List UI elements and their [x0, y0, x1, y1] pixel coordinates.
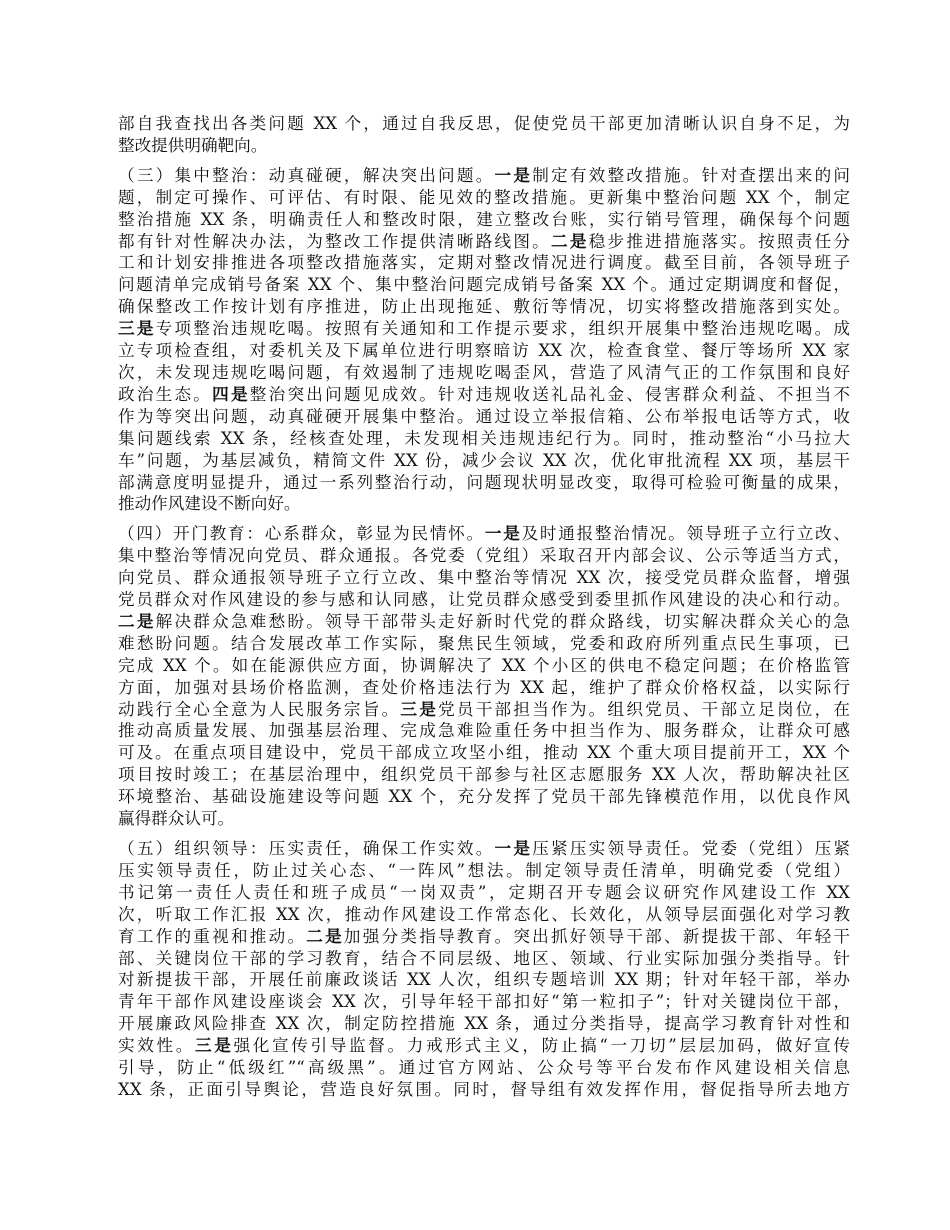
text-line — [118, 926, 850, 948]
text-run: 党员干部担当作为。组织党员、干部立足岗位，在 — [438, 699, 850, 719]
text-run: 赢得群众认可。 — [118, 809, 235, 829]
text-line — [118, 786, 850, 808]
text-line — [118, 493, 850, 515]
text-line — [118, 991, 850, 1013]
text-line — [118, 384, 850, 406]
text-line — [118, 904, 850, 926]
text-line — [118, 209, 850, 231]
text-run: 作为等突出问题，动真碰硬开展集中整治。通过设立举报信箱、公布举报电话等方式，收 — [118, 406, 850, 426]
text-run: 次，未发现违规吃喝问题，有效遏制了违规吃喝歪风，营造了风清气正的工作氛围和良好 — [118, 362, 850, 382]
text-run: XX 条，正面引导舆论，营造良好氛围。同时，督导组有效发挥作用，督促指导所去地方 — [118, 1079, 850, 1099]
text-run: 对新提拔干部，开展任前廉政谈话 XX 人次，组织专题培训 XX 期；针对年轻干部，举办 — [118, 970, 850, 990]
paragraph — [118, 523, 850, 830]
text-line — [118, 318, 850, 340]
text-run: 开展廉政风险排查 XX 次，制定防控措施 XX 条，通过分类指导，提高学习教育针对性和 — [118, 1014, 850, 1034]
text-run: 压紧压实领导责任。党委（党组）压紧 — [532, 839, 850, 858]
text-run: 强化宣传引导监督。力戒形式主义，防止搞“一刀切”层层加码，做好宣传 — [233, 1036, 850, 1056]
text-line — [118, 589, 850, 611]
text-line — [118, 296, 850, 318]
text-run: 压实领导责任，防止过关心态、“一阵风”想法。制定领导责任清单，明确党委（党组） — [118, 860, 850, 880]
text-line — [118, 274, 850, 296]
text-run: 部、关键岗位干部的学习教育，结合不同层级、地区、领域、行业实际加强分类指导。针 — [118, 948, 850, 968]
text-line — [118, 1013, 850, 1035]
text-line — [118, 545, 850, 567]
text-run: 加强分类指导教育。突出抓好领导干部、新提拔干部、年轻干 — [343, 926, 850, 946]
text-line — [118, 677, 850, 699]
text-line — [118, 523, 850, 545]
text-run: 育工作的重视和推动。 — [118, 926, 307, 946]
text-line — [118, 567, 850, 589]
text-line — [118, 764, 850, 786]
text-line — [118, 699, 850, 721]
bold-lead-phrase: 三是 — [118, 319, 156, 339]
document-body — [118, 113, 850, 1109]
text-run: 方面，加强对县场价格监测，查处价格违法行为 XX 起，维护了群众价格权益，以实际行 — [118, 677, 850, 697]
bold-lead-phrase: 三是 — [400, 699, 439, 719]
bold-lead-phrase: 三是 — [195, 1036, 234, 1056]
text-run: 难愁盼问题。结合发展改革工作实际，聚焦民生领域，党委和政府所列重点民生事项，已 — [118, 633, 850, 653]
text-run: 向党员、群众通报领导班子立行立改、集中整治等情况 XX 次，接受党员群众监督，增强 — [118, 568, 850, 588]
text-line — [118, 838, 850, 860]
text-line — [118, 611, 850, 633]
text-run: 集问题线索 XX 条，经核查处理，未发现相关违规违纪行为。同时，推动整治“小马拉大 — [118, 428, 850, 448]
text-line — [118, 472, 850, 494]
text-line — [118, 1035, 850, 1057]
text-run: 立专项检查组，对委机关及下属单位进行明察暗访 XX 次，检查食堂、餐厅等场所 XX 家 — [118, 341, 850, 361]
text-line — [118, 1079, 850, 1101]
text-run: 环境整治、基础设施建设等问题 XX 个，充分发挥了党员干部先锋模范作用，以优良作风 — [118, 787, 850, 807]
bold-lead-phrase: 二是 — [306, 926, 344, 946]
text-run: 解决群众急难愁盼。领导干部带头走好新时代党的群众路线，切实解决群众关心的急 — [155, 611, 850, 631]
text-line — [118, 340, 850, 362]
text-run: 制定有效整改措施。针对查摆出来的问 — [532, 165, 850, 185]
bold-lead-phrase: 一是 — [484, 524, 522, 544]
text-run: 党员群众对作风建设的参与感和认同感，让党员群众感受到委里抓作风建设的决心和行动。 — [118, 590, 850, 610]
text-run: （三）集中整治：动真碰硬，解决突出问题。 — [118, 165, 495, 185]
text-line — [118, 720, 850, 742]
text-line — [118, 860, 850, 882]
text-run: 都有针对性解决办法，为整改工作提供清晰路线图。 — [118, 231, 552, 251]
text-line — [118, 1057, 850, 1079]
text-run: 工和计划安排推进各项整改措施落实，定期对整改情况进行调度。截至目前，各领导班子 — [118, 253, 850, 273]
text-run: 部自我查找出各类问题 XX 个，通过自我反思，促使党员干部更加清晰认识自身不足，为 — [118, 114, 850, 133]
text-run: 稳步推进措施落实。按照责任分 — [588, 231, 850, 251]
text-run: 推动高质量发展、加强基层治理、完成急难险重任务中担当作为、服务群众，让群众可感 — [118, 721, 850, 741]
text-line — [118, 231, 850, 253]
text-line — [118, 362, 850, 384]
bold-lead-phrase: 一是 — [494, 839, 533, 858]
text-run: 整治措施 XX 条，明确责任人和整改时限，建立整改台账，实行销号管理，确保每个问题 — [118, 209, 850, 229]
paragraph — [118, 113, 850, 157]
text-line — [118, 135, 850, 157]
text-line — [118, 882, 850, 904]
text-run: 可及。在重点项目建设中，党员干部成立攻坚小组，推动 XX 个重大项目提前开工，XX 个 — [118, 743, 850, 763]
bold-lead-phrase: 二是 — [118, 611, 156, 631]
text-run: 整治突出问题见成效。针对违规收送礼品礼金、侵害群众利益、不担当不 — [249, 384, 850, 404]
text-line — [118, 742, 850, 764]
text-run: 实效性。 — [118, 1036, 196, 1056]
text-run: 政治生态。 — [118, 384, 213, 404]
bold-lead-phrase: 二是 — [551, 231, 589, 251]
text-run: 书记第一责任人责任和班子成员“一岗双责”，定期召开专题会议研究作风建设工作 XX — [118, 882, 850, 902]
text-run: 整改提供明确靶向。 — [118, 135, 268, 155]
text-run: 及时通报整治情况。领导班子立行立改、 — [521, 524, 850, 544]
text-run: （四）开门教育：心系群众，彰显为民情怀。 — [118, 524, 485, 544]
text-run: 部满意度明显提升，通过一系列整治行动，问题现状明显改变，取得可检验可衡量的成果， — [118, 472, 850, 492]
text-run: 青年干部作风建设座谈会 XX 次，引导年轻干部扣好“第一粒扣子”；针对关键岗位干部， — [118, 992, 850, 1012]
text-line — [118, 633, 850, 655]
text-run: 推动作风建设不断向好。 — [118, 494, 301, 514]
text-line — [118, 948, 850, 970]
text-run: （五）组织领导：压实责任，确保工作实效。 — [118, 839, 495, 858]
text-run: 动践行全心全意为人民服务宗旨。 — [118, 699, 401, 719]
text-run: 问题清单完成销号备案 XX 个、集中整治问题完成销号备案 XX 个。通过定期调度和督促， — [118, 275, 850, 295]
text-run: 题，制定可操作、可评估、有时限、能见效的整改措施。更新集中整治问题 XX 个，制定 — [118, 187, 850, 207]
text-run: 确保整改工作按计划有序推进，防止出现拖延、敷衍等情况，切实将整改措施落到实处。 — [118, 297, 850, 317]
text-run: 项目按时竣工；在基层治理中，组织党员干部参与社区志愿服务 XX 人次，帮助解决社区 — [118, 765, 850, 785]
text-line — [118, 113, 850, 135]
bold-lead-phrase: 一是 — [494, 165, 533, 185]
text-run: 完成 XX 个。如在能源供应方面，协调解决了 XX 个小区的供电不稳定问题；在价格监管 — [118, 655, 850, 675]
text-line — [118, 808, 850, 830]
bold-lead-phrase: 四是 — [212, 384, 250, 404]
text-line — [118, 450, 850, 472]
text-line — [118, 969, 850, 991]
text-run: 车”问题，为基层减负，精简文件 XX 份，减少会议 XX 次，优化审批流程 XX 项，基层干 — [118, 450, 850, 470]
text-line — [118, 252, 850, 274]
text-line — [118, 428, 850, 450]
text-line — [118, 165, 850, 187]
text-line — [118, 187, 850, 209]
text-line — [118, 655, 850, 677]
paragraph — [118, 838, 850, 1101]
text-run: 次，听取工作汇报 XX 次，推动作风建设工作常态化、长效化，从领导层面强化对学习教 — [118, 904, 850, 924]
text-run: 引导，防止“低级红”“高级黑”。通过官方网站、公众号等平台发布作风建设相关信息 — [118, 1058, 850, 1078]
text-run: 专项整治违规吃喝。按照有关通知和工作提示要求，组织开展集中整治违规吃喝。成 — [155, 319, 850, 339]
text-line — [118, 406, 850, 428]
paragraph — [118, 165, 850, 516]
text-run: 集中整治等情况向党员、群众通报。各党委（党组）采取召开内部会议、公示等适当方式， — [118, 546, 850, 566]
